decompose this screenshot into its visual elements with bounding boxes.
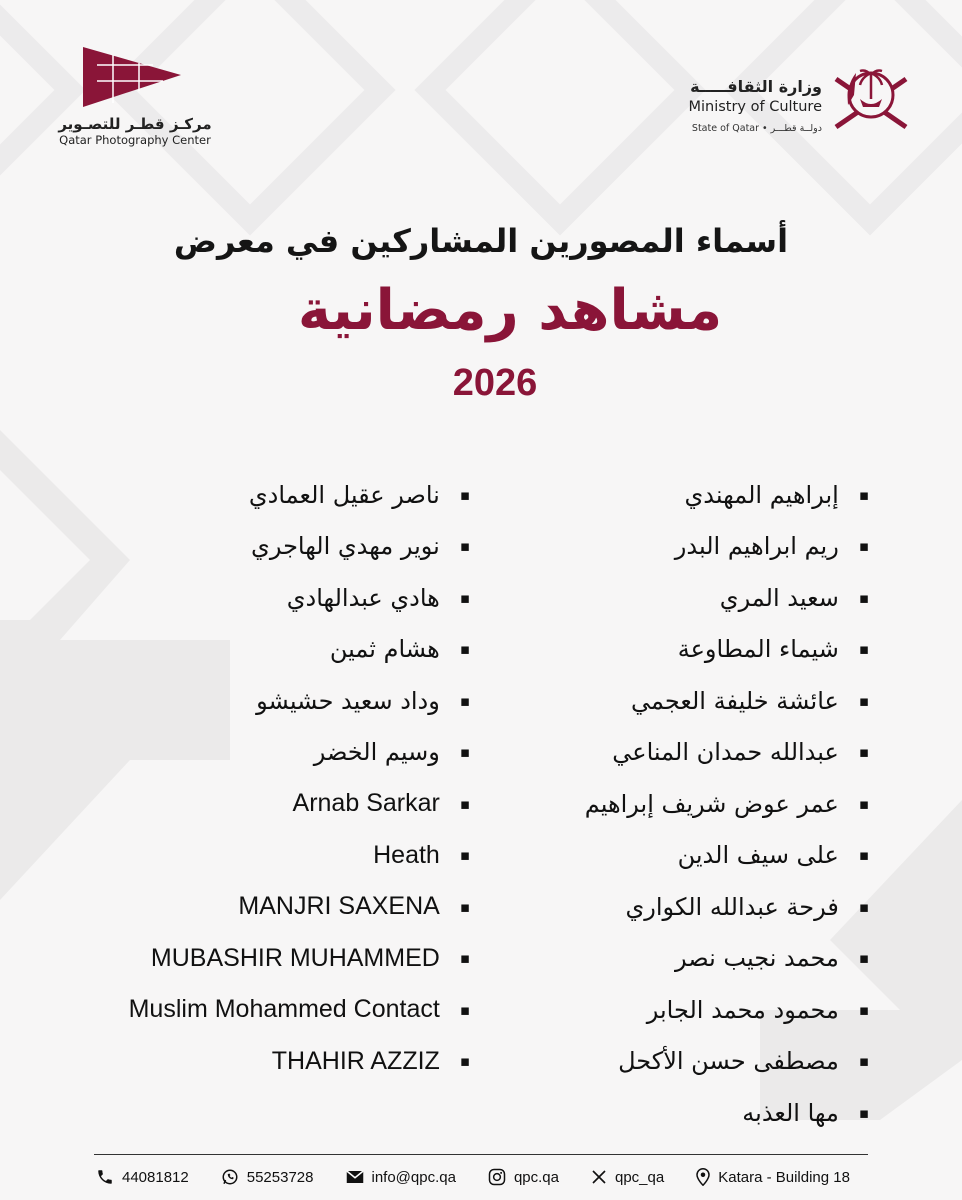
bullet-icon: ▪: [858, 485, 869, 504]
bullet-icon: ▪: [459, 846, 470, 865]
participant-item: [10, 675, 470, 727]
participant-item: [429, 830, 869, 882]
participant-name: سعيد المري: [719, 583, 839, 612]
participant-item: [429, 469, 869, 521]
participant-item: [429, 778, 869, 830]
x-handle: qpc_qa: [615, 1168, 665, 1186]
participant-name: THAHIR AZZIZ: [271, 1046, 440, 1075]
participant-item: [429, 572, 869, 624]
participant-name: عائشة خليفة العجمي: [631, 686, 839, 715]
bullet-icon: ▪: [459, 640, 470, 659]
participant-name: MANJRI SAXENA: [238, 892, 440, 921]
bullet-icon: ▪: [459, 485, 470, 504]
participant-name: مصطفى حسن الأكحل: [618, 1047, 839, 1076]
location-text: Katara - Building 18: [718, 1168, 850, 1186]
participant-name: نوير مهدي الهاجري: [251, 532, 440, 561]
participant-item: [10, 830, 470, 882]
participant-item: [429, 933, 869, 985]
bullet-icon: ▪: [459, 794, 470, 813]
participant-item: [10, 778, 470, 830]
participant-item: [429, 727, 869, 779]
bullet-icon: ▪: [858, 1000, 869, 1019]
participant-item: [429, 1036, 869, 1088]
participant-item: [429, 881, 869, 933]
exhibition-title: مشاهد رمضانية: [297, 278, 723, 343]
participant-name: هادي عبدالهادي: [286, 583, 440, 612]
bullet-icon: ▪: [459, 743, 470, 762]
bullet-icon: ▪: [459, 949, 470, 968]
participant-name: مها العذبه: [742, 1098, 839, 1127]
participant-name: شيماء المطاوعة: [677, 635, 839, 664]
footer-x[interactable]: [591, 1169, 664, 1186]
location-pin-icon: [696, 1168, 710, 1186]
participant-name: وداد سعيد حشيشو: [256, 686, 440, 715]
participant-item: [429, 521, 869, 573]
participant-item: [429, 624, 869, 676]
footer-email[interactable]: [346, 1169, 456, 1186]
email-address: info@qpc.qa: [371, 1168, 456, 1186]
bullet-icon: ▪: [858, 691, 869, 710]
footer-whatsapp[interactable]: [221, 1168, 314, 1186]
participant-name: فرحة عبدالله الكواري: [625, 892, 839, 921]
participant-item: [10, 1036, 470, 1088]
participant-name: محمود محمد الجابر: [646, 995, 839, 1024]
phone-icon: [96, 1168, 114, 1186]
exhibition-year: 2026: [452, 362, 538, 404]
contact-footer: [96, 1164, 876, 1190]
bullet-icon: ▪: [459, 537, 470, 556]
email-icon: [346, 1170, 364, 1184]
ministry-of-culture-logo: [672, 55, 912, 145]
participant-item: [429, 675, 869, 727]
ministry-english-name: Ministry of Culture: [688, 99, 822, 115]
participant-item: [429, 1087, 869, 1139]
participant-name: عمر عوض شريف إبراهيم: [584, 789, 839, 818]
participant-name: ريم ابراهيم البدر: [674, 532, 839, 561]
bullet-icon: ▪: [858, 949, 869, 968]
footer-phone[interactable]: [96, 1168, 189, 1186]
participant-name: Muslim Mohammed Contact: [128, 995, 440, 1024]
participant-name: محمد نجيب نصر: [675, 944, 839, 973]
bullet-icon: ▪: [858, 794, 869, 813]
bullet-icon: ▪: [858, 1103, 869, 1122]
footer-divider: [94, 1154, 868, 1155]
participant-name: MUBASHIR MUHAMMED: [150, 943, 440, 972]
camera-flag-icon: [83, 45, 193, 111]
participant-item: [429, 984, 869, 1036]
bullet-icon: ▪: [858, 537, 869, 556]
bullet-icon: ▪: [459, 1052, 470, 1071]
participants-list-right: [429, 469, 869, 1139]
footer-location[interactable]: [696, 1168, 850, 1186]
participant-item: [10, 727, 470, 779]
qpc-english-name: Qatar Photography Center: [59, 133, 211, 147]
phone-number: 44081812: [122, 1168, 189, 1186]
participant-item: [10, 933, 470, 985]
instagram-icon: [488, 1168, 506, 1186]
footer-instagram[interactable]: [488, 1168, 559, 1186]
bullet-icon: ▪: [858, 897, 869, 916]
participant-name: وسيم الخضر: [313, 738, 440, 767]
bullet-icon: ▪: [858, 588, 869, 607]
bullet-icon: ▪: [459, 897, 470, 916]
ministry-arabic-name: وزارة الثقافـــــة: [690, 77, 822, 96]
page-title: أسماء المصورين المشاركين في معرض: [173, 222, 789, 260]
participants-list-left: [10, 469, 470, 1087]
participant-item: [10, 521, 470, 573]
bullet-icon: ▪: [459, 1000, 470, 1019]
bullet-icon: ▪: [858, 1052, 869, 1071]
participant-name: Heath: [373, 840, 440, 869]
bullet-icon: ▪: [459, 588, 470, 607]
ministry-subtitle: State of Qatar • دولــة قطـــر: [691, 123, 822, 134]
whatsapp-icon: [221, 1168, 239, 1186]
participant-name: هشام ثمين: [329, 635, 440, 664]
qatar-photography-center-logo: [55, 45, 225, 155]
participant-name: ناصر عقيل العمادي: [248, 480, 440, 509]
participant-item: [10, 984, 470, 1036]
qatar-emblem-icon: [830, 55, 912, 139]
x-icon: [591, 1169, 607, 1185]
bullet-icon: ▪: [858, 743, 869, 762]
participant-item: [10, 624, 470, 676]
participant-item: [10, 469, 470, 521]
participant-name: على سيف الدين: [677, 841, 839, 870]
participant-name: إبراهيم المهندي: [684, 480, 839, 509]
instagram-handle: qpc.qa: [513, 1168, 559, 1186]
qpc-arabic-name: مركـز قطـر للتصـوير: [58, 115, 212, 133]
participant-item: [10, 572, 470, 624]
whatsapp-number: 55253728: [246, 1168, 314, 1186]
participant-name: Arnab Sarkar: [292, 789, 440, 818]
bullet-icon: ▪: [858, 846, 869, 865]
bullet-icon: ▪: [858, 640, 869, 659]
bullet-icon: ▪: [459, 691, 470, 710]
participant-name: عبدالله حمدان المناعي: [612, 738, 839, 767]
participant-item: [10, 881, 470, 933]
